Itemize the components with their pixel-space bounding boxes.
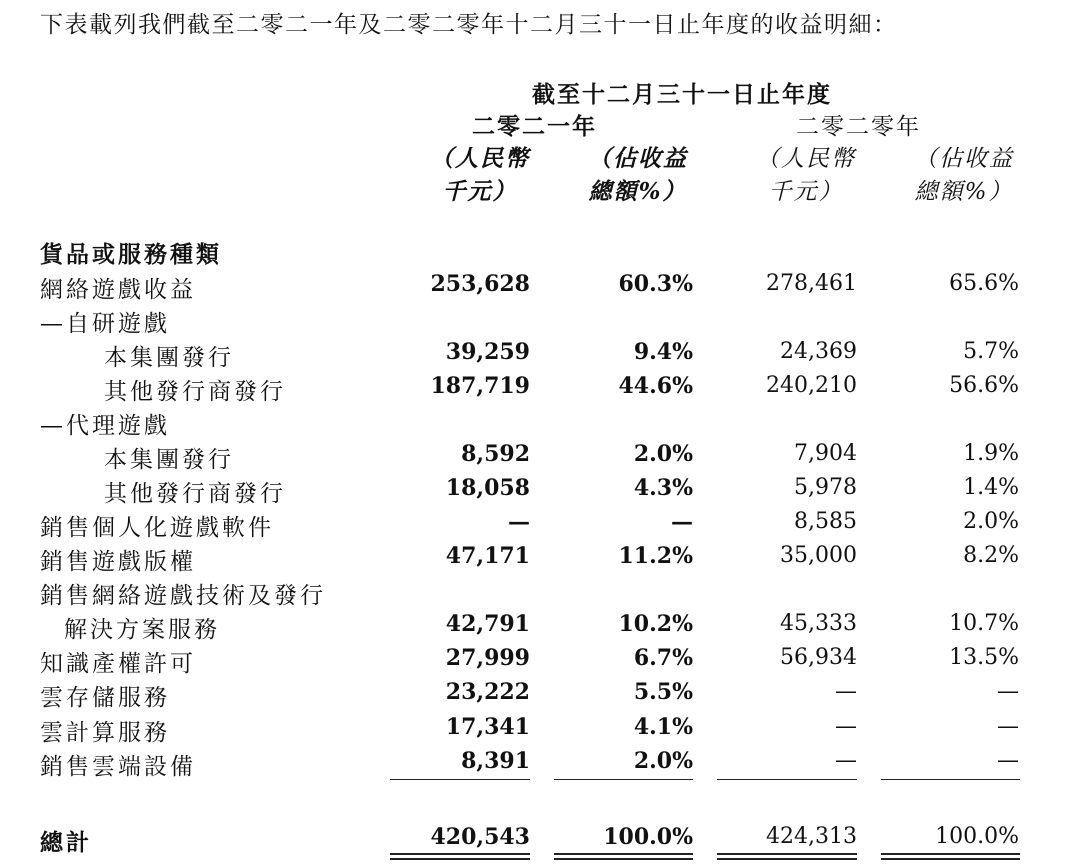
row-label: 雲存儲服務: [40, 685, 170, 711]
intro-text: 下表載列我們截至二零二一年及二零二零年十二月三十一日止年度的收益明細：: [40, 12, 898, 38]
amount-2020-cell: 240,210: [766, 373, 857, 398]
subtotal-rule: [390, 779, 530, 780]
amount-2020-cell: 45,333: [780, 611, 857, 636]
amount-2020-cell: 8,585: [794, 509, 857, 534]
total-double-rule: [390, 858, 530, 860]
row-label: 其他發行商發行: [104, 481, 286, 507]
amount-2021-label-l1: （人民幣: [430, 145, 530, 172]
amount-2020-cell: 278,461: [766, 271, 857, 296]
amount-2020-cell: —: [835, 748, 857, 773]
amount-2020-cell: 35,000: [780, 543, 857, 568]
total-double-rule: [717, 853, 857, 855]
total-double-rule: [881, 853, 1020, 855]
amount-2020-cell: —: [835, 714, 857, 739]
pct-2020-label-l2: 總額%）: [914, 179, 1014, 205]
pct-2021-cell: 60.3%: [618, 271, 693, 297]
pct-2020-cell: 10.7%: [949, 611, 1019, 636]
year-2021-header: 二零二一年: [472, 113, 597, 140]
pct-2020-cell: 8.2%: [963, 543, 1019, 568]
pct-2020-label-l1: （佔收益: [914, 146, 1014, 172]
pct-2021-label: [578, 140, 698, 206]
amount-2020-cell: 56,934: [780, 645, 857, 670]
row-label: 解決方案服務: [64, 617, 220, 643]
total-label: 總計: [40, 829, 92, 856]
amount-2020-label: [746, 140, 866, 206]
pct-2020-cell: —: [997, 679, 1019, 704]
amount-2021-cell: 8,391: [461, 748, 530, 774]
pct-2021-cell: 10.2%: [618, 611, 693, 637]
amount-2021-cell: 187,719: [430, 373, 530, 399]
row-label: 銷售遊戲版權: [40, 549, 196, 575]
amount-2020-label-l1: （人民幣: [756, 146, 856, 172]
pct-2021-label-l2: 總額%）: [588, 178, 688, 205]
pct-2021-cell: —: [671, 509, 693, 535]
amount-2021-cell: 23,222: [445, 679, 530, 705]
total-pct-2021: 100.0%: [603, 824, 693, 850]
pct-2021-cell: 9.4%: [633, 339, 693, 365]
year-2020-header: 二零二零年: [796, 114, 921, 140]
amount-2021-cell: 42,791: [445, 611, 530, 637]
pct-2021-cell: 2.0%: [633, 441, 693, 467]
period-header: 截至十二月三十一日止年度: [532, 81, 832, 108]
pct-2020-cell: 56.6%: [949, 373, 1019, 398]
total-double-rule: [717, 858, 857, 860]
pct-2020-cell: 5.7%: [963, 339, 1019, 364]
amount-2020-label-l2: 千元）: [768, 179, 844, 205]
pct-2021-cell: 4.3%: [633, 475, 693, 501]
pct-2021-label-l1: （佔收益: [588, 145, 688, 172]
row-label: 其他發行商發行: [104, 379, 286, 405]
amount-2021-cell: 253,628: [430, 271, 530, 297]
pct-2021-cell: 2.0%: [633, 748, 693, 774]
total-double-rule: [881, 858, 1020, 860]
amount-2021-cell: 39,259: [445, 339, 530, 365]
subtotal-rule: [554, 779, 693, 780]
pct-2021-cell: 4.1%: [633, 714, 693, 740]
amount-2020-cell: 5,978: [794, 475, 857, 500]
row-label: —代理遊戲: [40, 413, 170, 439]
amount-2020-cell: 7,904: [794, 441, 857, 466]
row-label: 知識產權許可: [40, 651, 196, 677]
total-pct-2020: 100.0%: [935, 824, 1019, 849]
amount-2021-cell: 17,341: [445, 714, 530, 740]
row-label: 本集團發行: [104, 447, 234, 473]
row-label: 本集團發行: [104, 345, 234, 371]
pct-2020-label: [904, 140, 1024, 206]
amount-2021-cell: 18,058: [445, 475, 530, 501]
total-amount-2020: 424,313: [766, 824, 857, 849]
pct-2021-cell: 6.7%: [633, 645, 693, 671]
row-label: 銷售個人化遊戲軟件: [40, 515, 274, 541]
pct-2021-cell: 11.2%: [618, 543, 693, 569]
pct-2021-cell: 44.6%: [618, 373, 693, 399]
subtotal-rule: [881, 779, 1020, 780]
row-label: 網絡遊戲收益: [40, 277, 196, 303]
pct-2020-cell: 13.5%: [949, 645, 1019, 670]
pct-2020-cell: 65.6%: [949, 271, 1019, 296]
subtotal-rule: [717, 779, 857, 780]
amount-2021-label: [420, 140, 540, 206]
row-label: 銷售雲端設備: [40, 754, 196, 780]
total-double-rule: [390, 853, 530, 855]
total-amount-2021: 420,543: [430, 824, 530, 850]
pct-2020-cell: 1.4%: [963, 475, 1019, 500]
amount-2021-cell: 27,999: [445, 645, 530, 671]
row-label: —自研遊戲: [40, 311, 170, 337]
total-double-rule: [554, 853, 693, 855]
amount-2021-cell: 47,171: [445, 543, 530, 569]
pct-2020-cell: 1.9%: [963, 441, 1019, 466]
row-label: 雲計算服務: [40, 720, 170, 746]
amount-2020-cell: 24,369: [780, 339, 857, 364]
amount-2021-cell: 8,592: [461, 441, 530, 467]
section-title: 貨品或服務種類: [40, 241, 222, 268]
pct-2020-cell: —: [997, 714, 1019, 739]
amount-2021-cell: —: [508, 509, 530, 535]
amount-2021-label-l2: 千元）: [442, 178, 518, 205]
row-label: 銷售網絡遊戲技術及發行: [40, 583, 326, 609]
total-double-rule: [554, 858, 693, 860]
amount-2020-cell: —: [835, 679, 857, 704]
pct-2020-cell: —: [997, 748, 1019, 773]
pct-2021-cell: 5.5%: [633, 679, 693, 705]
pct-2020-cell: 2.0%: [963, 509, 1019, 534]
